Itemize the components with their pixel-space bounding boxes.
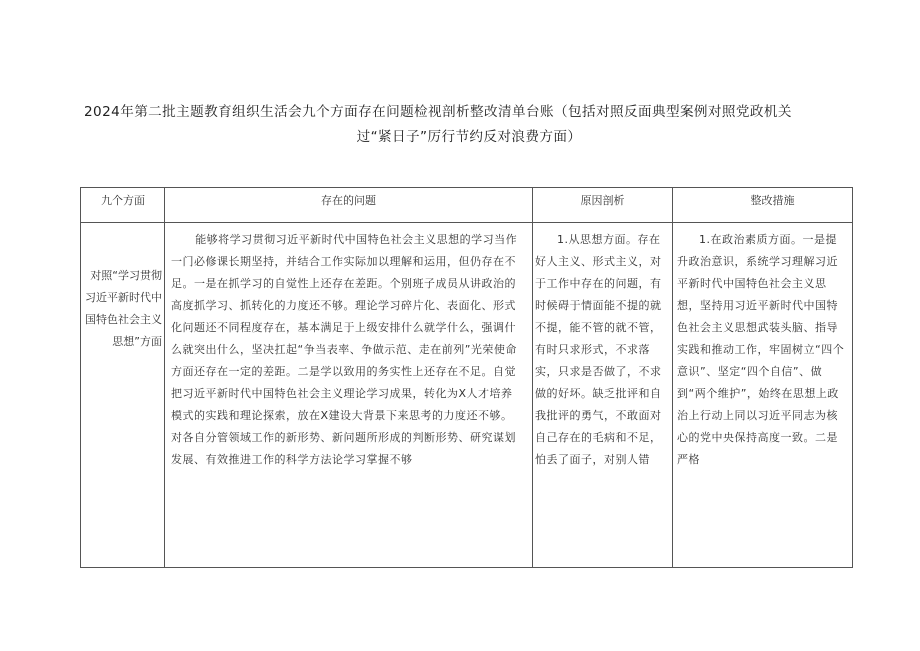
table-row xyxy=(81,223,853,568)
problem-text: 能够将学习贯彻习近平新时代中国特色社会主义思想的学习当作一门必修课长期坚持，并结合工作实际加以理解和运用，但仍存在不足。一是在抓学习的自觉性上还存在差距。个别班子成员从讲政治的高度抓学习、抓转化的力度还不够。理论学习碎片化、表面化、形式化问题还不同程度存在，基本满足于上级安排什么就学什么，强调什么就突出什么，坚决扛起“争当表率、争做示范、走在前列”光荣使命方面还存在一定的差距。二是学以致用的务实性上还存在不足。自觉把习近平新时代中国特色社会主义理论学习成果，转化为X人才培养模式的实践和理论探索，放在X建设大背景下来思考的力度还不够。对各自分管领域工作的新形势、新问题所形成的判断形势、研究谋划发展、有效推进工作的科学方法论学习掌握不够 xyxy=(171,233,518,466)
cause-text: 1.从思想方面。存在好人主义、形式主义，对于工作中存在的问题，有时候碍于情面能不提的就不提，能不管的就不管，有时只求形式，不求落实，只求是否做了，不求做的好坏。缺乏批评和自我批评的勇气，不敢面对自己存在的毛病和不足，怕丢了面子，对别人错 xyxy=(535,233,662,466)
cell-cause xyxy=(533,223,673,568)
cell-aspect xyxy=(81,223,165,568)
rectification-ledger-table xyxy=(80,187,853,568)
title-line-2: 过“紧日子”厉行节约反对浪费方面） xyxy=(356,129,582,145)
header-cause: 原因剖析 xyxy=(533,188,673,223)
header-aspect: 九个方面 xyxy=(81,188,165,223)
table-header-row xyxy=(81,188,853,223)
header-measure: 整改措施 xyxy=(673,188,853,223)
header-problem: 存在的问题 xyxy=(165,188,533,223)
cell-problem xyxy=(165,223,533,568)
measure-text: 1.在政治素质方面。一是提升政治意识，系统学习理解习近平新时代中国特色社会主义思想，坚持用习近平新时代中国特色社会主义思想武装头脑、指导实践和推动工作，牢固树立“四个意识”、坚定“四个自信”、做到“两个维护”，始终在思想上政治上行动上同以习近平同志为核心的党中央保持高度一致。二是严格 xyxy=(677,233,845,466)
aspect-text: 对照“学习贯彻习近平新时代中国特色社会主义思想”方面 xyxy=(85,269,162,348)
document-title xyxy=(84,100,854,150)
title-line-1: 2024年第二批主题教育组织生活会九个方面存在问题检视剖析整改清单台账（包括对照反面典型案例对照党政机关 xyxy=(84,104,792,120)
cell-measure xyxy=(673,223,853,568)
